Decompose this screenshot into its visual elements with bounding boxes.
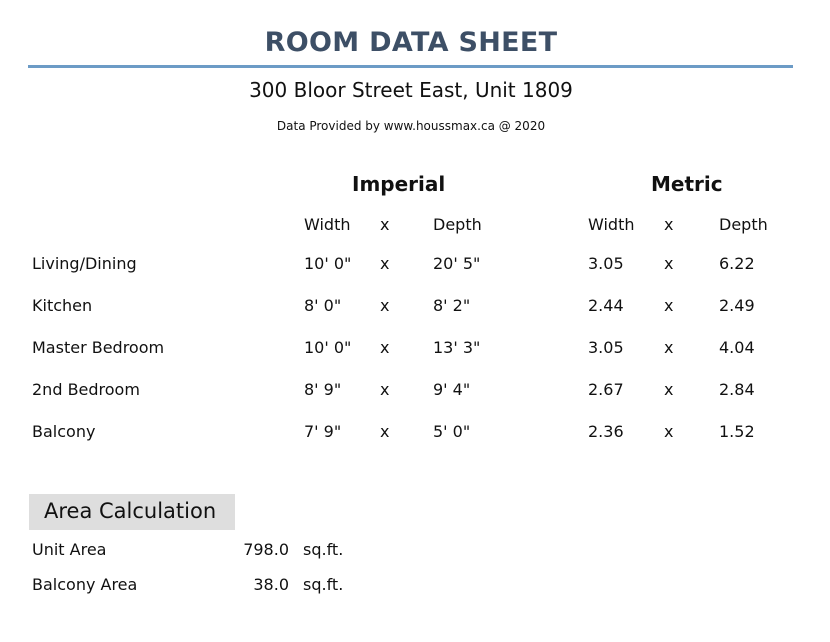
imperial-depth: 8' 2": [433, 296, 471, 315]
metric-x: x: [664, 422, 674, 441]
title-divider: [28, 65, 793, 68]
room-name: Master Bedroom: [32, 338, 165, 357]
metric-width: 2.67: [588, 380, 624, 399]
unit-area-unit: sq.ft.: [303, 540, 344, 559]
metric-depth-header: Depth: [719, 215, 768, 234]
imperial-width: 8' 9": [304, 380, 342, 399]
data-source-note: Data Provided by www.houssmax.ca @ 2020: [276, 119, 546, 133]
metric-width: 2.36: [588, 422, 624, 441]
room-name: Living/Dining: [32, 254, 137, 273]
imperial-depth: 5' 0": [433, 422, 471, 441]
metric-depth: 4.04: [719, 338, 755, 357]
balcony-area-label: Balcony Area: [32, 575, 138, 594]
property-address: 300 Bloor Street East, Unit 1809: [249, 78, 573, 102]
imperial-x: x: [380, 254, 390, 273]
metric-x: x: [664, 338, 674, 357]
room-name: Balcony: [32, 422, 96, 441]
metric-width: 3.05: [588, 254, 624, 273]
imperial-width: 8' 0": [304, 296, 342, 315]
imperial-depth: 20' 5": [433, 254, 481, 273]
imperial-x: x: [380, 422, 390, 441]
metric-x-header: x: [664, 215, 674, 234]
imperial-width: 10' 0": [304, 338, 352, 357]
area-calculation-title: Area Calculation: [44, 499, 217, 523]
balcony-area-value: 38.0: [253, 575, 289, 594]
metric-x: x: [664, 380, 674, 399]
metric-width-header: Width: [588, 215, 635, 234]
imperial-depth: 9' 4": [433, 380, 471, 399]
metric-heading: Metric: [651, 172, 723, 196]
imperial-x: x: [380, 296, 390, 315]
imperial-width: 7' 9": [304, 422, 342, 441]
metric-depth: 6.22: [719, 254, 755, 273]
imperial-x: x: [380, 380, 390, 399]
page-title: ROOM DATA SHEET: [264, 27, 558, 58]
balcony-area-unit: sq.ft.: [303, 575, 344, 594]
imperial-x: x: [380, 338, 390, 357]
room-name: Kitchen: [32, 296, 93, 315]
metric-depth: 2.49: [719, 296, 755, 315]
imperial-width: 10' 0": [304, 254, 352, 273]
imperial-x-header: x: [380, 215, 390, 234]
metric-width: 3.05: [588, 338, 624, 357]
metric-x: x: [664, 296, 674, 315]
metric-depth: 1.52: [719, 422, 755, 441]
imperial-heading: Imperial: [352, 172, 446, 196]
imperial-width-header: Width: [304, 215, 351, 234]
imperial-depth-header: Depth: [433, 215, 482, 234]
metric-width: 2.44: [588, 296, 624, 315]
unit-area-value: 798.0: [243, 540, 289, 559]
unit-area-label: Unit Area: [32, 540, 107, 559]
imperial-depth: 13' 3": [433, 338, 481, 357]
metric-depth: 2.84: [719, 380, 755, 399]
metric-x: x: [664, 254, 674, 273]
room-name: 2nd Bedroom: [32, 380, 140, 399]
